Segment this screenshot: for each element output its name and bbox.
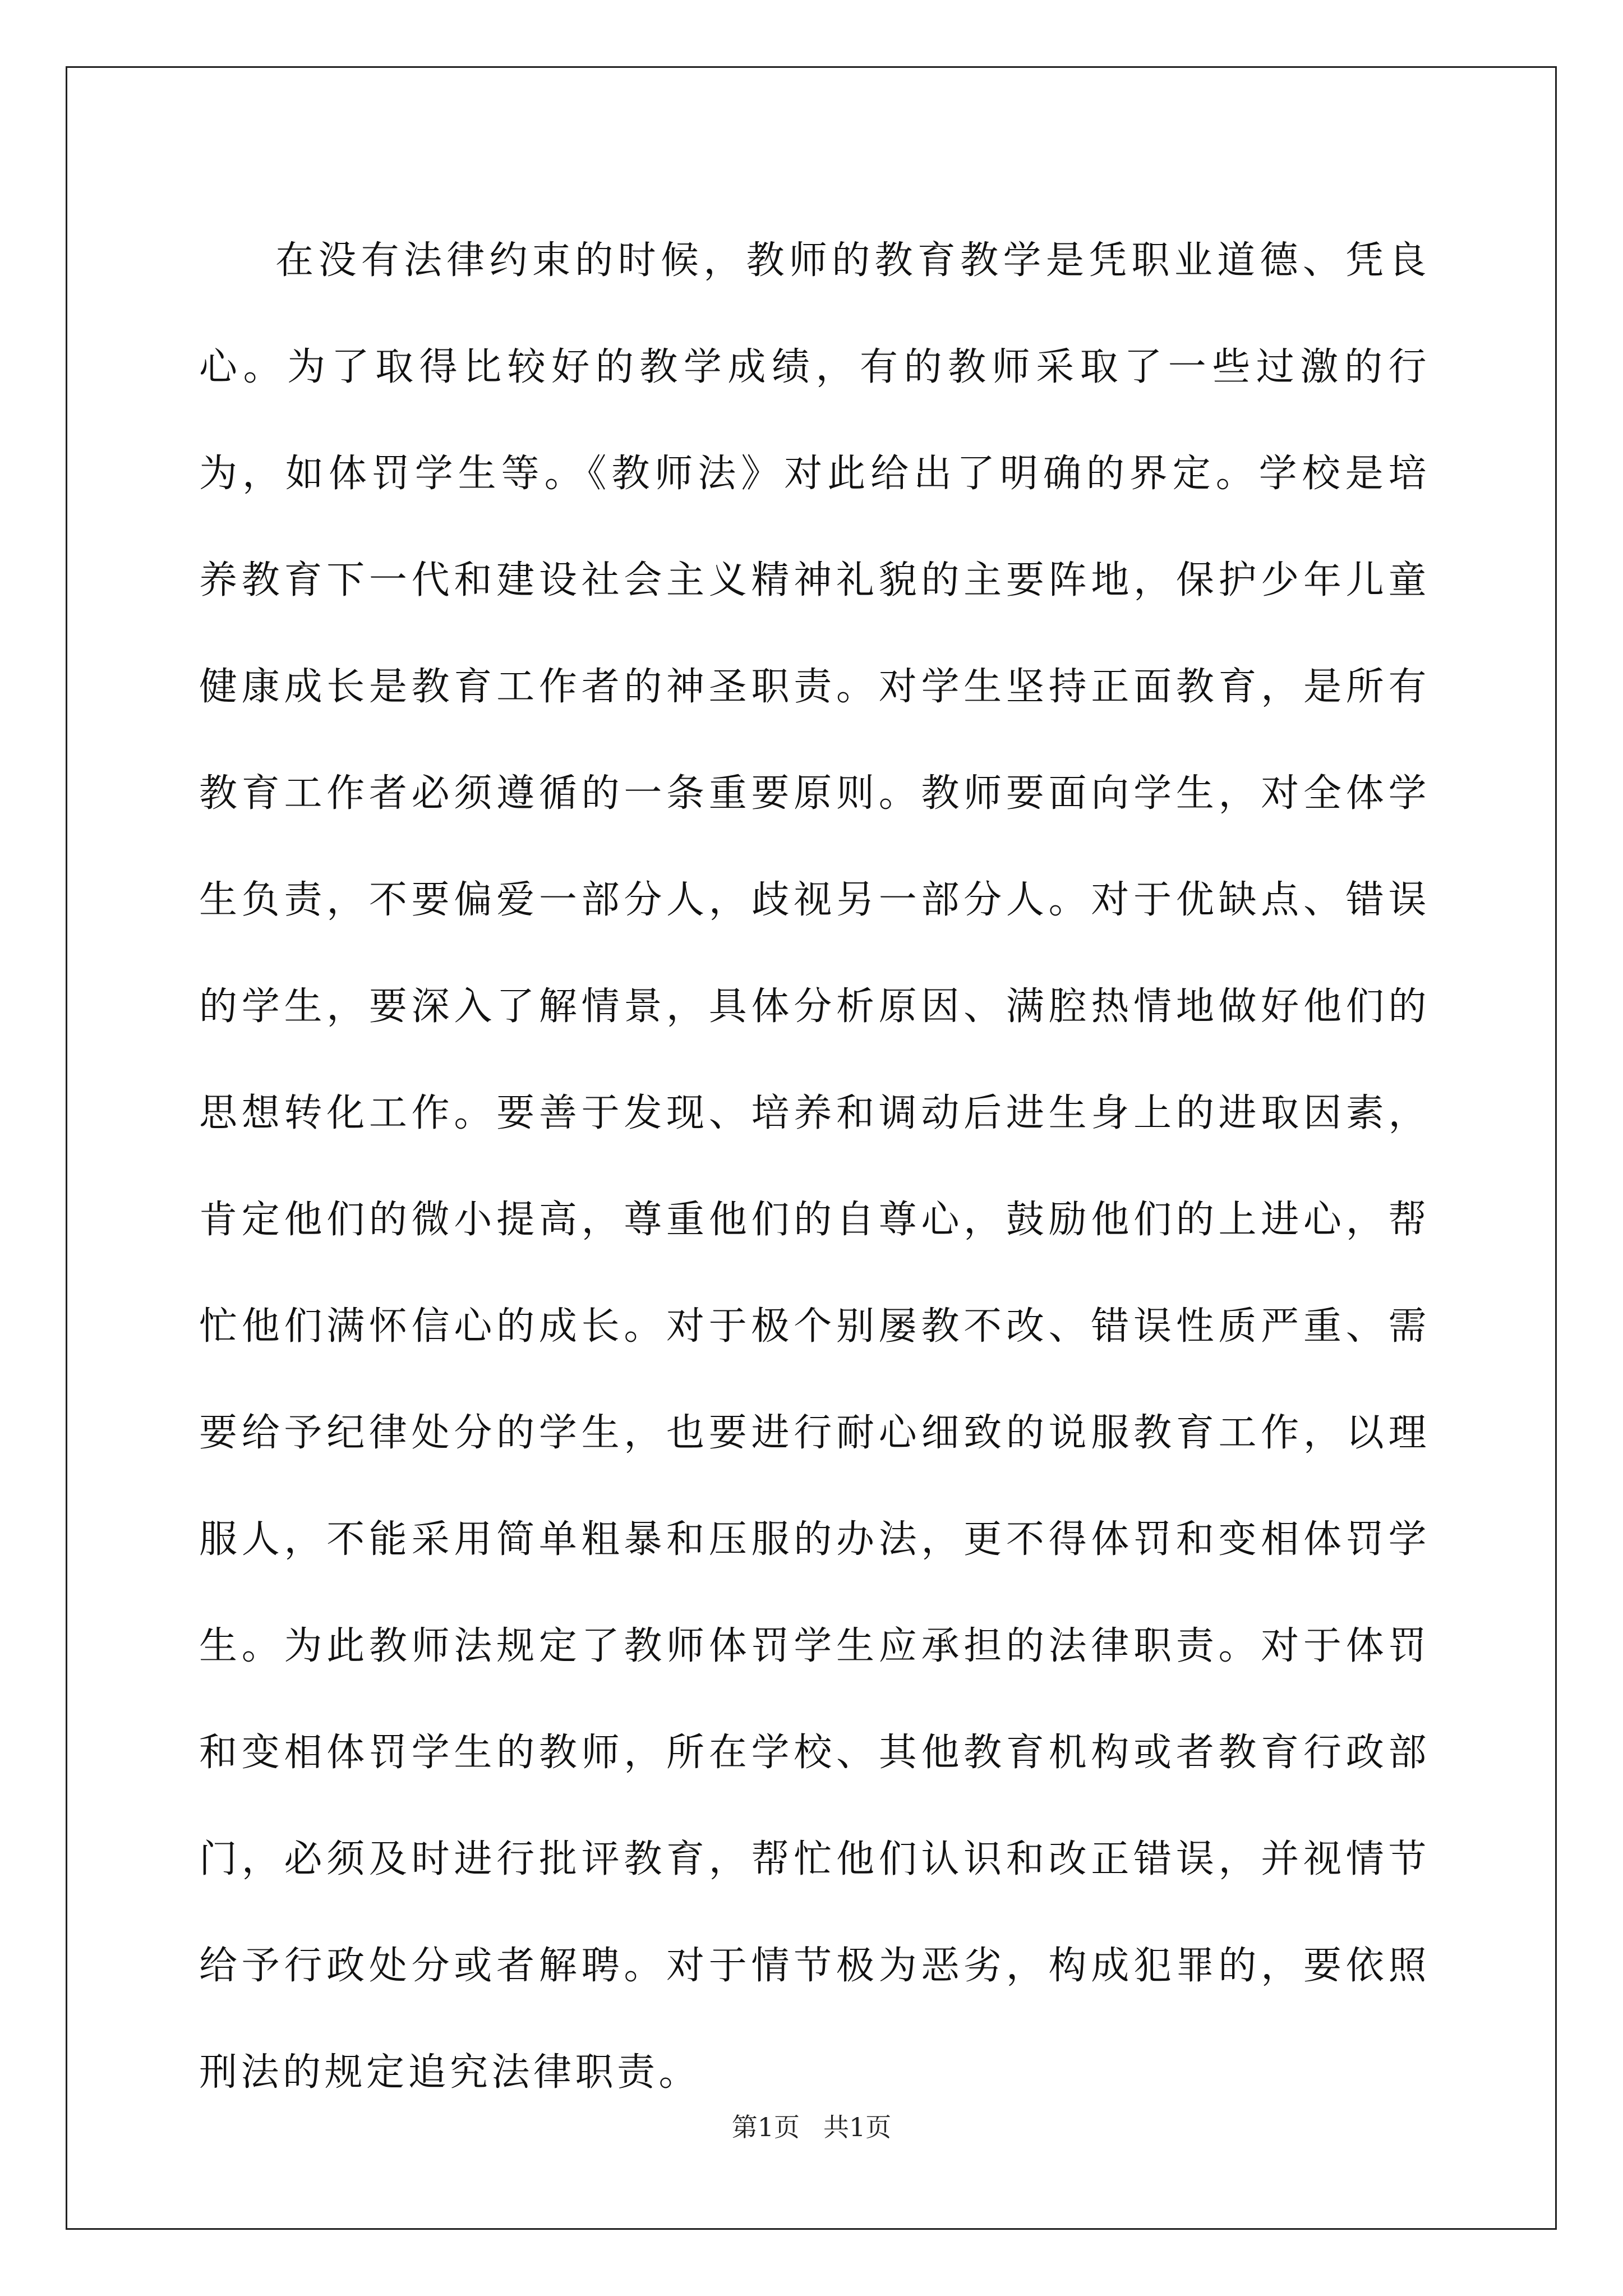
body-paragraph: 在没有法律约束的时候，教师的教育教学是凭职业道德、凭良心。为了取得比较好的教学成绩，有的教师采取了一些过激的行为，如体罚学生等。《教师法》对此给出了明确的界定。学校是培养教育下一代和建设社会主义精神礼貌的主要阵地，保护少年儿童健康成长是教育工作者的神圣职责。对学生坚持正面教育，是所有教育工作者必须遵循的一条重要原则。教师要面向学生，对全体学生负责，不要偏爱一部分人，歧视另一部分人。对于优缺点、错误的学生，要深入了解情景，具体分析原因、满腔热情地做好他们的思想转化工作。要善于发现、培养和调动后进生身上的进取因素，肯定他们的微小提高，尊重他们的自尊心，鼓励他们的上进心，帮忙他们满怀信心的成长。对于极个别屡教不改、错误性质严重、需要给予纪律处分的学生，也要进行耐心细致的说服教育工作，以理服人，不能采用简单粗暴和压服的办法，更不得体罚和变相体罚学生。为此教师法规定了教师体罚学生应承担的法律职责。对于体罚和变相体罚学生的教师，所在学校、其他教育机构或者教育行政部门，必须及时进行批评教育，帮忙他们认识和改正错误，并视情节给予行政处分或者解聘。对于情节极为恶劣，构成犯罪的，要依照刑法的规定追究法律职责。 (199, 238, 1430, 2095)
page-footer (0, 2110, 1623, 2144)
page-number: 第1页 (731, 2112, 800, 2142)
total-pages: 共1页 (823, 2112, 892, 2142)
